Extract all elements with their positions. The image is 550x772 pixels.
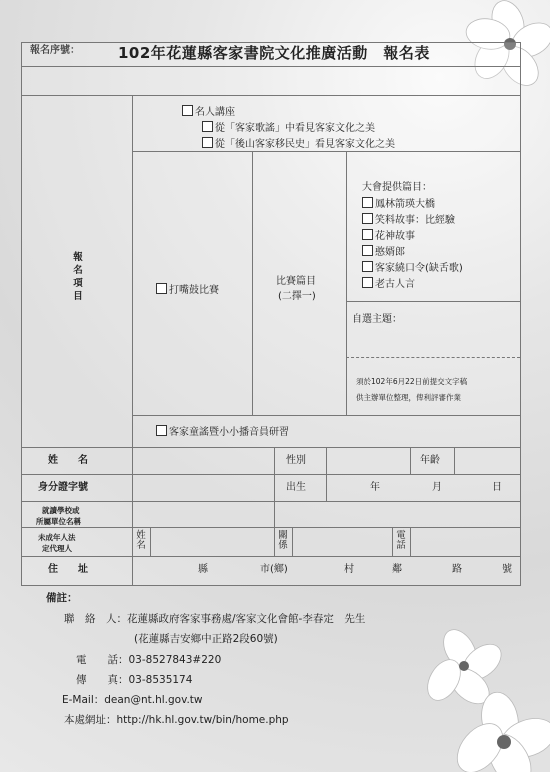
provided-option-3[interactable] bbox=[362, 229, 415, 243]
lecture-option-1-label: 從「客家歌謠」中看見客家文化之美 bbox=[215, 123, 375, 134]
serial-number-label: 報名序號： bbox=[30, 45, 80, 56]
age-label: 年齡 bbox=[420, 455, 440, 466]
drum-contest-checkbox[interactable] bbox=[156, 283, 219, 297]
city-label: 市(鄉) bbox=[260, 564, 288, 575]
provided-option-label: 鳳林箭瑛大橋 bbox=[375, 199, 435, 210]
checkbox-icon bbox=[202, 121, 213, 132]
relation-label: 關係 bbox=[278, 530, 288, 551]
registration-form bbox=[21, 42, 521, 586]
county-label: 縣 bbox=[198, 564, 208, 575]
checkbox-icon bbox=[362, 229, 373, 240]
village-label: 村 bbox=[344, 564, 354, 575]
kids-workshop-checkbox[interactable] bbox=[156, 425, 289, 439]
provided-option-label: 老古人言 bbox=[375, 279, 415, 290]
contact-person: 聯 絡 人：花蓮縣政府客家事務處/客家文化會館-李春定 先生 bbox=[64, 613, 366, 625]
lecture-option-2-label: 從「後山客家移民史」看見客家文化之美 bbox=[215, 139, 395, 150]
kids-workshop-label: 客家童謠暨小小播音員研習 bbox=[169, 427, 289, 438]
gender-label: 性別 bbox=[286, 455, 306, 466]
provided-option-5[interactable] bbox=[362, 261, 463, 275]
notes-label: 備註： bbox=[46, 592, 78, 604]
school-label-2: 所屬單位名稱 bbox=[36, 517, 81, 526]
checkbox-icon bbox=[156, 425, 167, 436]
contact-address: (花蓮縣吉安鄉中正路2段60號) bbox=[134, 633, 278, 645]
month-label: 月 bbox=[432, 482, 442, 493]
guardian-label-1: 未成年人法 bbox=[38, 533, 76, 542]
custom-topic-label: 自選主題： bbox=[352, 314, 402, 325]
provided-option-2[interactable] bbox=[362, 213, 455, 227]
neighborhood-label: 鄰 bbox=[392, 564, 402, 575]
address-label: 住 址 bbox=[48, 564, 88, 575]
checkbox-icon bbox=[362, 197, 373, 208]
flower-decoration-bottom-right bbox=[420, 620, 550, 772]
lecture-checkbox[interactable] bbox=[182, 105, 235, 119]
school-label-1: 就讀學校或 bbox=[42, 506, 80, 515]
lecture-option-2[interactable] bbox=[202, 137, 395, 151]
guardian-name-label: 姓名 bbox=[136, 530, 146, 551]
provided-option-label: 花神故事 bbox=[375, 231, 415, 242]
provided-option-4[interactable] bbox=[362, 245, 405, 259]
form-title: 102年花蓮縣客家書院文化推廣活動 報名表 bbox=[118, 44, 430, 62]
provided-option-label: 客家繞口令(缺舌歌) bbox=[375, 263, 463, 274]
name-label: 姓 名 bbox=[48, 455, 88, 466]
telephone: 電 話：03-8527843#220 bbox=[76, 654, 222, 666]
provided-option-label: 笑料故事：比經驗 bbox=[375, 215, 455, 226]
provided-option-1[interactable] bbox=[362, 197, 435, 211]
day-label: 日 bbox=[492, 482, 502, 493]
checkbox-icon bbox=[202, 137, 213, 148]
provided-option-6[interactable] bbox=[362, 277, 415, 291]
items-label: 報名項目 bbox=[73, 252, 83, 302]
id-number-label: 身分證字號 bbox=[38, 482, 88, 493]
number-label: 號 bbox=[502, 564, 512, 575]
phone-label: 電話 bbox=[396, 530, 406, 551]
email-link[interactable]: E-Mail：dean@nt.hl.gov.tw bbox=[62, 694, 203, 706]
checkbox-icon bbox=[362, 245, 373, 256]
checkbox-icon bbox=[362, 277, 373, 288]
drum-contest-label: 打嘴鼓比賽 bbox=[169, 285, 219, 296]
checkbox-icon bbox=[362, 261, 373, 272]
provided-option-label: 憨婿郎 bbox=[375, 247, 405, 258]
year-label: 年 bbox=[370, 482, 380, 493]
birth-label: 出生 bbox=[286, 482, 306, 493]
deadline-note-2: 供主辦單位整理，俾利評審作業 bbox=[356, 393, 461, 402]
lecture-option-1[interactable] bbox=[202, 121, 375, 135]
deadline-note-1: 須於102年6月22日前提交文字稿 bbox=[356, 377, 468, 386]
website-link[interactable]: 本處網址：http://hk.hl.gov.tw/bin/home.php bbox=[64, 714, 289, 726]
checkbox-icon bbox=[362, 213, 373, 224]
lecture-label: 名人講座 bbox=[195, 107, 235, 118]
checkbox-icon bbox=[156, 283, 167, 294]
checkbox-icon bbox=[182, 105, 193, 116]
piece-sub-label: (二擇一) bbox=[278, 291, 316, 302]
fax: 傳 真：03-8535174 bbox=[76, 674, 193, 686]
guardian-label-2: 定代理人 bbox=[42, 544, 72, 553]
piece-label: 比賽篇目 bbox=[276, 276, 316, 287]
road-label: 路 bbox=[452, 564, 462, 575]
provided-label: 大會提供篇目： bbox=[362, 182, 432, 193]
